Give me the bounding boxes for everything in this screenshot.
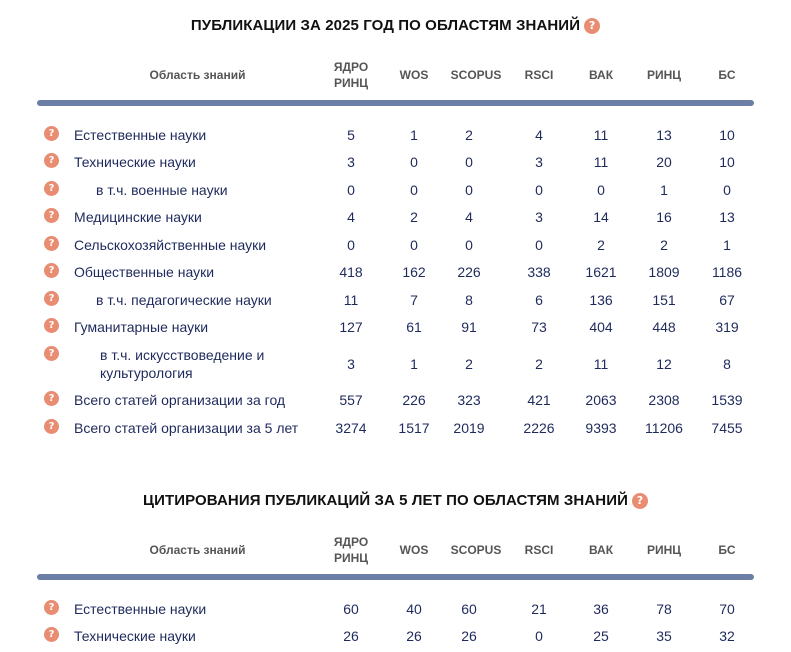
col-header-rsci: RSCI [524, 68, 554, 82]
cell-value: 136 [589, 292, 613, 308]
cell-value: 2 [465, 127, 473, 143]
row-label: Гуманитарные науки [74, 319, 209, 335]
cell-value: 4 [465, 209, 473, 225]
row-label: Технические науки [74, 628, 196, 644]
publications-title-text: ПУБЛИКАЦИИ ЗА 2025 ГОД ПО ОБЛАСТЯМ ЗНАНИЙ [190, 17, 581, 34]
cell-value: 448 [652, 319, 676, 335]
cell-value: 36 [593, 601, 609, 617]
table-row [0, 236, 791, 256]
cell-value: 26 [461, 628, 477, 644]
table-row [0, 208, 791, 228]
cell-value: 2 [597, 237, 605, 253]
citations-title-text: ЦИТИРОВАНИЯ ПУБЛИКАЦИЙ ЗА 5 ЛЕТ ПО ОБЛАСТЯМ ЗНАНИЙ [143, 492, 628, 509]
row-label: Естественные науки [74, 127, 207, 143]
cell-value: 2308 [648, 392, 680, 408]
cell-value: 1 [410, 127, 418, 143]
table-row [0, 627, 791, 647]
cell-value: 0 [465, 182, 473, 198]
header-divider [37, 100, 754, 106]
cell-value: 11 [593, 356, 609, 372]
col-header-rinc: РИНЦ [646, 68, 682, 82]
help-icon[interactable]: ? [584, 18, 600, 34]
header-divider [37, 574, 754, 580]
cell-value: 26 [343, 628, 359, 644]
cell-value: 1 [410, 356, 418, 372]
cell-value: 3 [347, 356, 355, 372]
cell-value: 2019 [453, 420, 485, 436]
col-header-scopus: SCOPUS [450, 543, 502, 557]
cell-value: 60 [343, 601, 359, 617]
row-label [100, 346, 300, 382]
cell-value: 91 [461, 319, 477, 335]
col-header-area: Область знаний [149, 543, 246, 557]
cell-value: 127 [339, 319, 363, 335]
cell-value: 12 [656, 356, 672, 372]
row-label: Всего статей организации за 5 лет [74, 420, 299, 436]
cell-value: 26 [406, 628, 422, 644]
row-label: Сельскохозяйственные науки [74, 237, 267, 253]
col-header-wos: WOS [399, 68, 429, 82]
cell-value: 2 [660, 237, 668, 253]
cell-value: 21 [531, 601, 547, 617]
cell-value: 8 [723, 356, 731, 372]
cell-value: 2 [535, 356, 543, 372]
cell-value: 1 [723, 237, 731, 253]
cell-value: 0 [535, 182, 543, 198]
cell-value: 162 [402, 264, 426, 280]
help-icon[interactable]: ? [44, 627, 59, 642]
cell-value: 0 [347, 182, 355, 198]
col-header-scopus: SCOPUS [450, 68, 502, 82]
cell-value: 13 [656, 127, 672, 143]
cell-value: 11 [593, 154, 609, 170]
cell-value: 226 [402, 392, 426, 408]
cell-value: 1621 [585, 264, 617, 280]
cell-value: 32 [719, 628, 735, 644]
cell-value: 3 [347, 154, 355, 170]
cell-value: 2 [465, 356, 473, 372]
cell-value: 60 [461, 601, 477, 617]
col-header-vak: ВАК [588, 543, 614, 557]
cell-value: 151 [652, 292, 676, 308]
cell-value: 11 [593, 127, 609, 143]
cell-value: 226 [457, 264, 481, 280]
cell-value: 14 [593, 209, 609, 225]
row-label: в т.ч. педагогические науки [96, 292, 272, 308]
cell-value: 3274 [335, 420, 367, 436]
col-header-bs: БС [718, 68, 736, 82]
col-header-core-rinc-line1: ЯДРО [333, 60, 369, 74]
help-icon[interactable]: ? [632, 493, 648, 509]
help-icon[interactable]: ? [44, 600, 59, 615]
cell-value: 70 [719, 601, 735, 617]
col-header-vak: ВАК [588, 68, 614, 82]
help-icon[interactable]: ? [44, 208, 59, 223]
cell-value: 0 [597, 182, 605, 198]
cell-value: 0 [535, 628, 543, 644]
cell-value: 404 [589, 319, 613, 335]
help-icon[interactable]: ? [44, 153, 59, 168]
cell-value: 67 [719, 292, 735, 308]
cell-value: 78 [656, 601, 672, 617]
cell-value: 40 [406, 601, 422, 617]
cell-value: 4 [347, 209, 355, 225]
cell-value: 323 [457, 392, 481, 408]
table-row [0, 346, 791, 384]
help-icon[interactable]: ? [44, 318, 59, 333]
row-label: Общественные науки [74, 264, 215, 280]
col-header-area: Область знаний [149, 68, 246, 82]
cell-value: 2063 [585, 392, 617, 408]
col-header-core-rinc-line1: ЯДРО [333, 535, 369, 549]
table-row [0, 391, 791, 411]
help-icon[interactable]: ? [44, 291, 59, 306]
cell-value: 61 [406, 319, 422, 335]
cell-value: 0 [535, 237, 543, 253]
citations-title [0, 492, 791, 509]
col-header-core-rinc-line2: РИНЦ [333, 551, 369, 565]
publications-title [0, 17, 791, 34]
help-icon[interactable]: ? [44, 263, 59, 278]
cell-value: 11206 [645, 420, 683, 436]
help-icon[interactable]: ? [44, 181, 59, 196]
cell-value: 2226 [523, 420, 555, 436]
cell-value: 1186 [711, 264, 743, 280]
cell-value: 0 [465, 237, 473, 253]
cell-value: 557 [339, 392, 363, 408]
cell-value: 0 [410, 237, 418, 253]
col-header-core-rinc [326, 59, 376, 91]
col-header-bs: БС [718, 543, 736, 557]
cell-value: 10 [719, 127, 735, 143]
cell-value: 2 [410, 209, 418, 225]
cell-value: 0 [410, 154, 418, 170]
cell-value: 25 [593, 628, 609, 644]
cell-value: 421 [527, 392, 551, 408]
cell-value: 0 [723, 182, 731, 198]
cell-value: 6 [535, 292, 543, 308]
cell-value: 5 [347, 127, 355, 143]
table-row [0, 153, 791, 173]
col-header-rsci: RSCI [524, 543, 554, 557]
col-header-core-rinc [326, 534, 376, 566]
help-icon[interactable]: ? [44, 419, 59, 434]
cell-value: 20 [656, 154, 672, 170]
cell-value: 1539 [711, 392, 743, 408]
row-label: Всего статей организации за год [74, 392, 286, 408]
cell-value: 0 [465, 154, 473, 170]
col-header-core-rinc-line2: РИНЦ [333, 76, 369, 90]
cell-value: 4 [535, 127, 543, 143]
table-row [0, 263, 791, 283]
cell-value: 16 [656, 209, 672, 225]
cell-value: 1809 [648, 264, 680, 280]
table-row [0, 600, 791, 620]
cell-value: 11 [343, 292, 359, 308]
cell-value: 338 [527, 264, 551, 280]
cell-value: 10 [719, 154, 735, 170]
table-row [0, 318, 791, 338]
cell-value: 418 [339, 264, 363, 280]
cell-value: 319 [715, 319, 739, 335]
help-icon[interactable]: ? [44, 346, 59, 361]
table-row [0, 419, 791, 439]
col-header-wos: WOS [399, 543, 429, 557]
cell-value: 1517 [398, 420, 430, 436]
cell-value: 13 [719, 209, 735, 225]
row-label-line1: в т.ч. искусствоведение и [100, 347, 265, 363]
cell-value: 0 [410, 182, 418, 198]
row-label: Естественные науки [74, 601, 207, 617]
cell-value: 7 [410, 292, 418, 308]
cell-value: 35 [656, 628, 672, 644]
help-icon[interactable]: ? [44, 126, 59, 141]
cell-value: 73 [531, 319, 547, 335]
help-icon[interactable]: ? [44, 391, 59, 406]
cell-value: 7455 [711, 420, 743, 436]
table-row [0, 126, 791, 146]
row-label-line2: культурология [100, 365, 193, 381]
help-icon[interactable]: ? [44, 236, 59, 251]
row-label: в т.ч. военные науки [96, 182, 228, 198]
table-row [0, 181, 791, 201]
row-label: Технические науки [74, 154, 196, 170]
table-row [0, 291, 791, 311]
row-label: Медицинские науки [74, 209, 202, 225]
cell-value: 0 [347, 237, 355, 253]
cell-value: 1 [660, 182, 668, 198]
cell-value: 3 [535, 209, 543, 225]
col-header-rinc: РИНЦ [646, 543, 682, 557]
cell-value: 9393 [585, 420, 617, 436]
cell-value: 8 [465, 292, 473, 308]
cell-value: 3 [535, 154, 543, 170]
